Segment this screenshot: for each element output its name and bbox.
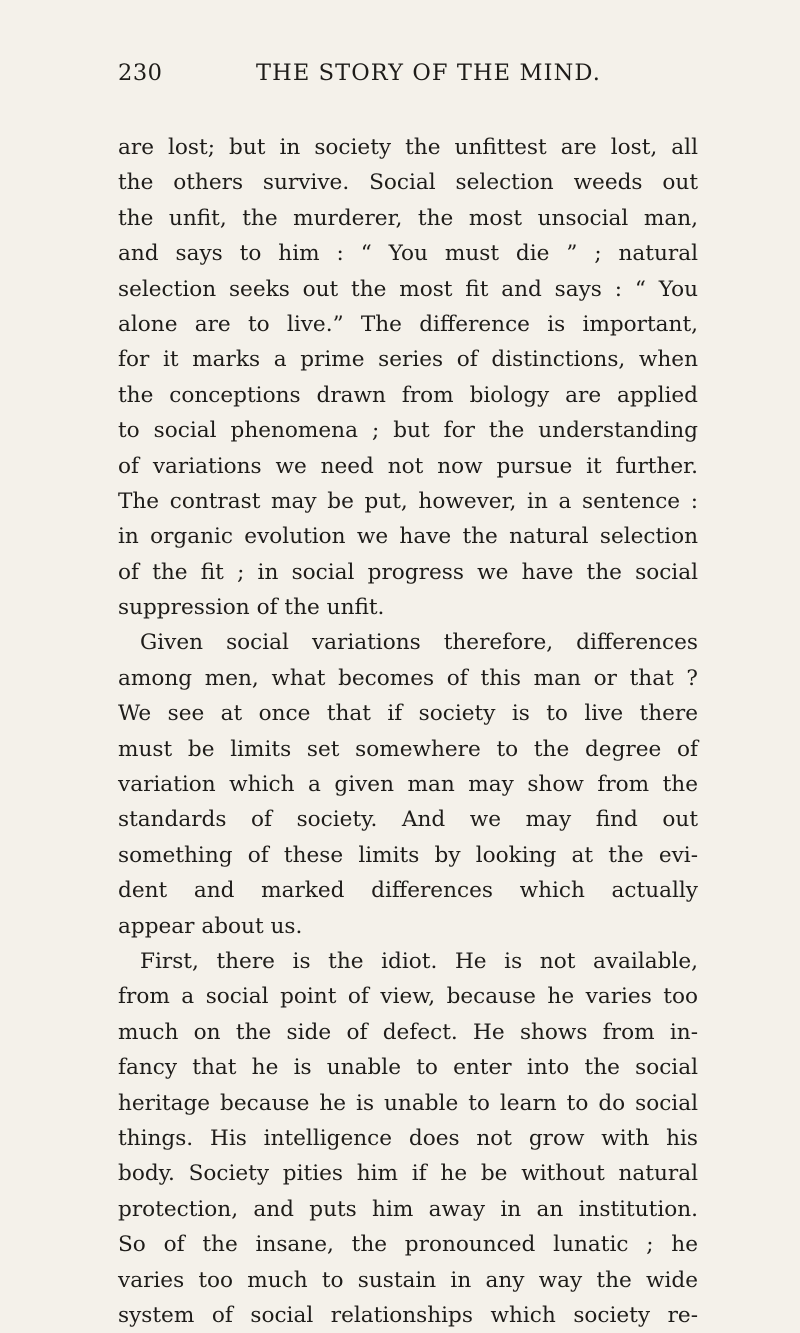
page-number: 230 [118,60,163,86]
text-line: The contrast may be put, however, in a sentence : [118,488,698,514]
text-line: varies too much to sustain in any way the wide [118,1267,698,1293]
running-title: THE STORY OF THE MIND. [256,60,601,86]
text-line: body. Society pities him if he be without natural [118,1161,698,1187]
text-line: much on the side of defect. He shows from in- [118,1019,698,1045]
text-line: system of social relationships which society re- [118,1302,698,1328]
text-line: protection, and puts him away in an institution. [118,1196,698,1222]
text-line: the conceptions drawn from biology are applied [118,382,698,408]
text-line: heritage because he is unable to learn to do social [118,1090,698,1116]
text-line: First, there is the idiot. He is not available, [140,948,698,974]
text-line: the others survive. Social selection weeds out [118,170,698,196]
text-line: So of the insane, the pronounced lunatic ; he [118,1232,698,1258]
text-line: We see at once that if society is to live there [118,701,698,727]
text-line: things. His intelligence does not grow with his [118,1125,698,1151]
text-line: appear about us. [118,913,303,939]
text-line: variation which a given man may show from the [118,772,698,798]
text-line: alone are to live.” The difference is important, [118,311,698,337]
text-line: among men, what becomes of this man or that ? [118,665,698,691]
text-line: in organic evolution we have the natural selection [118,524,698,550]
text-line: are lost; but in society the unfittest are lost, all [118,135,698,160]
text-line: suppression of the unfit. [118,595,385,621]
text-line: of the fit ; in social progress we have the social [118,559,698,585]
body-text [118,130,698,1333]
text-line: the unfit, the murderer, the most unsocial man, [118,205,698,231]
page-header [118,60,698,92]
text-line: from a social point of view, because he varies too [118,984,698,1010]
text-line: fancy that he is unable to enter into the social [118,1055,698,1081]
text-line: for it marks a prime series of distinctions, when [118,347,698,373]
text-line: something of these limits by looking at the evi- [118,842,698,868]
text-line: must be limits set somewhere to the degree of [118,736,698,762]
text-line: of variations we need not now pursue it further. [118,453,698,479]
text-line: dent and marked differences which actually [118,878,698,904]
text-line: and says to him : “ You must die ” ; natural [118,241,698,267]
text-line: standards of society. And we may find out [118,807,698,833]
text-line: to social phenomena ; but for the understanding [118,418,698,444]
text-line: Given social variations therefore, differences [140,630,698,656]
text-line: selection seeks out the most fit and says : “ You [118,276,698,302]
